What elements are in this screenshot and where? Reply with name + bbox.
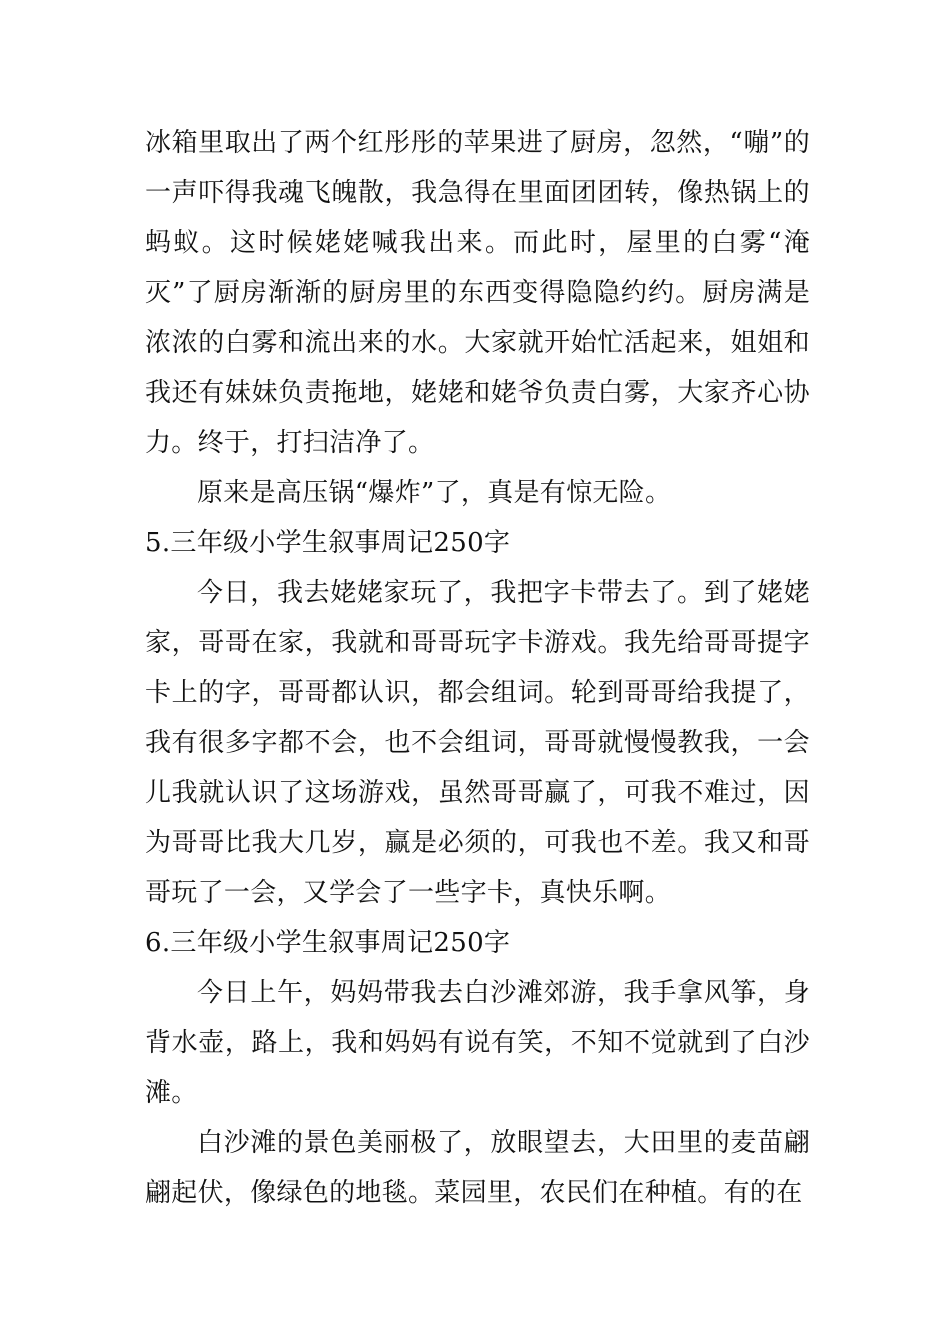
- paragraph-pressure-cooker: 原来是高压锅“爆炸”了，真是有惊无险。: [197, 478, 672, 508]
- paragraph-beach-scenery: 白沙滩的景色美丽极了，放眼望去，大田里的麦苗翩翩起伏，像绿色的地毯。菜园里，农民们在种植。有的在: [145, 1128, 810, 1208]
- document-body: [145, 118, 810, 1218]
- section-heading-5: 5.三年级小学生叙事周记250字: [145, 528, 511, 558]
- paragraph-beach-trip: 今日上午，妈妈带我去白沙滩郊游，我手拿风筝，身背水壶，路上，我和妈妈有说有笑，不知不觉就到了白沙滩。: [145, 978, 810, 1108]
- paragraph-kitchen-story: 冰箱里取出了两个红彤彤的苹果进了厨房，忽然，“嘣”的一声吓得我魂飞魄散，我急得在里面团团转，像热锅上的蚂蚁。这时候姥姥喊我出来。而此时，屋里的白雾“淹灭”了厨房渐渐的厨房里的东西变得隐隐约约。厨房满是浓浓的白雾和流出来的水。大家就开始忙活起来，姐姐和我还有妹妹负责拖地，姥姥和姥爷负责白雾，大家齐心协力。终于，打扫洁净了。: [145, 128, 810, 458]
- section-heading-6: 6.三年级小学生叙事周记250字: [145, 928, 511, 958]
- paragraph-word-cards: 今日，我去姥姥家玩了，我把字卡带去了。到了姥姥家，哥哥在家，我就和哥哥玩字卡游戏。我先给哥哥提字卡上的字，哥哥都认识，都会组词。轮到哥哥给我提了，我有很多字都不会，也不会组词，哥哥就慢慢教我，一会儿我就认识了这场游戏，虽然哥哥赢了，可我不难过，因为哥哥比我大几岁，赢是必须的，可我也不差。我又和哥哥玩了一会，又学会了一些字卡，真快乐啊。: [145, 578, 810, 908]
